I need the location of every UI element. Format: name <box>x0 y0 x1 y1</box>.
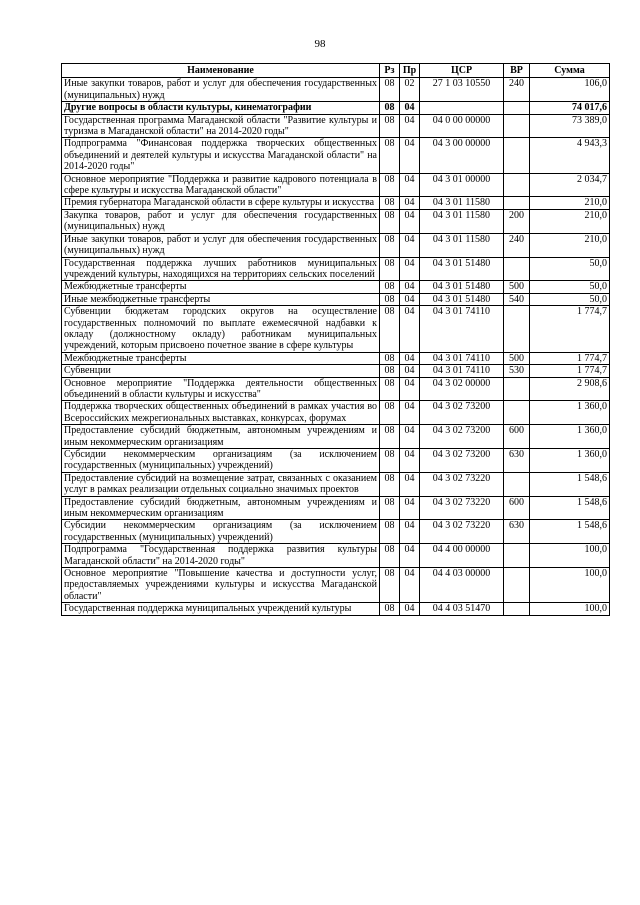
cell-vr: 540 <box>504 293 530 305</box>
cell-name: Иные закупки товаров, работ и услуг для обеспечения государственных (муниципальных) нужд <box>62 233 380 257</box>
cell-vr: 630 <box>504 449 530 473</box>
cell-vr <box>504 173 530 197</box>
cell-rz: 08 <box>380 603 400 615</box>
cell-sum: 1 360,0 <box>530 425 610 449</box>
cell-pr: 04 <box>400 352 420 364</box>
cell-csr: 04 3 01 11580 <box>420 209 504 233</box>
table-row <box>62 197 610 209</box>
cell-pr: 04 <box>400 496 420 520</box>
table-row <box>62 568 610 603</box>
cell-rz: 08 <box>380 233 400 257</box>
cell-rz: 08 <box>380 365 400 377</box>
cell-pr: 04 <box>400 544 420 568</box>
cell-csr: 04 3 01 74110 <box>420 306 504 353</box>
cell-rz: 08 <box>380 209 400 233</box>
header-csr: ЦСР <box>420 64 504 78</box>
cell-csr: 04 0 00 00000 <box>420 114 504 138</box>
cell-name: Предоставление субсидий бюджетным, автономным учреждениям и иным некоммерческим организациям <box>62 496 380 520</box>
cell-csr: 27 1 03 10550 <box>420 78 504 102</box>
cell-pr: 04 <box>400 281 420 293</box>
cell-rz: 08 <box>380 352 400 364</box>
cell-rz: 08 <box>380 377 400 401</box>
cell-pr: 04 <box>400 365 420 377</box>
cell-pr: 04 <box>400 173 420 197</box>
cell-vr <box>504 197 530 209</box>
cell-name: Подпрограмма "Финансовая поддержка творческих общественных объединений и деятелей культуры и искусства Магаданской области" на 2014-2020 годы" <box>62 138 380 173</box>
cell-rz: 08 <box>380 102 400 114</box>
cell-csr: 04 3 01 74110 <box>420 352 504 364</box>
cell-sum: 210,0 <box>530 209 610 233</box>
cell-csr: 04 3 02 73220 <box>420 496 504 520</box>
cell-name: Основное мероприятие "Поддержка деятельности общественных объединений в области культуры и искусства" <box>62 377 380 401</box>
cell-name: Основное мероприятие "Повышение качества и доступности услуг, предоставляемых учреждениями культуры и искусства Магаданской области" <box>62 568 380 603</box>
table-row <box>62 138 610 173</box>
header-sum: Сумма <box>530 64 610 78</box>
table-row <box>62 102 610 114</box>
cell-csr: 04 4 03 00000 <box>420 568 504 603</box>
cell-vr: 600 <box>504 425 530 449</box>
cell-name: Предоставление субсидий на возмещение затрат, связанных с оказанием услуг в рамках реализации отдельных социально значимых проектов <box>62 472 380 496</box>
cell-name: Иные межбюджетные трансферты <box>62 293 380 305</box>
cell-csr: 04 3 01 11580 <box>420 197 504 209</box>
cell-pr: 04 <box>400 138 420 173</box>
cell-sum: 210,0 <box>530 197 610 209</box>
cell-vr: 200 <box>504 209 530 233</box>
cell-vr: 600 <box>504 496 530 520</box>
cell-rz: 08 <box>380 544 400 568</box>
cell-vr <box>504 568 530 603</box>
cell-csr: 04 3 02 73220 <box>420 520 504 544</box>
cell-name: Иные закупки товаров, работ и услуг для обеспечения государственных (муниципальных) нужд <box>62 78 380 102</box>
cell-pr: 04 <box>400 293 420 305</box>
table-row <box>62 114 610 138</box>
cell-csr: 04 3 01 51480 <box>420 293 504 305</box>
cell-csr: 04 3 01 51480 <box>420 257 504 281</box>
cell-pr: 04 <box>400 377 420 401</box>
cell-name: Субвенции бюджетам городских округов на осуществление государственных полномочий по выплате ежемесячной надбавки к окладу (должностному окладу) работникам муниципальных учреждений, которым присвоено почетное звание в сфере культуры <box>62 306 380 353</box>
cell-name: Субсидии некоммерческим организациям (за исключением государственных (муниципальных) учреждений) <box>62 520 380 544</box>
cell-sum: 50,0 <box>530 281 610 293</box>
cell-name: Закупка товаров, работ и услуг для обеспечения государственных (муниципальных) нужд <box>62 209 380 233</box>
table-row <box>62 78 610 102</box>
cell-name: Субсидии некоммерческим организациям (за исключением государственных (муниципальных) учреждений) <box>62 449 380 473</box>
cell-vr <box>504 102 530 114</box>
cell-name: Подпрограмма "Государственная поддержка развития культуры Магаданской области" на 2014-2020 годы" <box>62 544 380 568</box>
cell-rz: 08 <box>380 472 400 496</box>
table-row <box>62 449 610 473</box>
table-row <box>62 257 610 281</box>
cell-rz: 08 <box>380 173 400 197</box>
cell-rz: 08 <box>380 449 400 473</box>
cell-pr: 04 <box>400 102 420 114</box>
table-row <box>62 293 610 305</box>
table-row <box>62 544 610 568</box>
cell-rz: 08 <box>380 257 400 281</box>
table-row <box>62 425 610 449</box>
cell-vr <box>504 544 530 568</box>
table-row <box>62 377 610 401</box>
table-row <box>62 233 610 257</box>
cell-csr: 04 3 02 73200 <box>420 401 504 425</box>
cell-name: Межбюджетные трансферты <box>62 281 380 293</box>
cell-rz: 08 <box>380 138 400 173</box>
table-row <box>62 352 610 364</box>
cell-pr: 04 <box>400 114 420 138</box>
cell-rz: 08 <box>380 306 400 353</box>
cell-sum: 1 360,0 <box>530 401 610 425</box>
cell-pr: 04 <box>400 603 420 615</box>
cell-vr: 240 <box>504 233 530 257</box>
table-row <box>62 209 610 233</box>
cell-csr: 04 3 02 73220 <box>420 472 504 496</box>
table-row <box>62 401 610 425</box>
cell-sum: 2 908,6 <box>530 377 610 401</box>
cell-sum: 2 034,7 <box>530 173 610 197</box>
cell-sum: 50,0 <box>530 257 610 281</box>
cell-csr <box>420 102 504 114</box>
cell-rz: 08 <box>380 197 400 209</box>
cell-name: Другие вопросы в области культуры, кинематографии <box>62 102 380 114</box>
header-vr: ВР <box>504 64 530 78</box>
cell-rz: 08 <box>380 425 400 449</box>
cell-vr <box>504 306 530 353</box>
cell-name: Межбюджетные трансферты <box>62 352 380 364</box>
table-row <box>62 365 610 377</box>
page-number: 98 <box>314 38 326 50</box>
cell-name: Государственная поддержка лучших работников муниципальных учреждений культуры, находящихся на территориях сельских поселений <box>62 257 380 281</box>
cell-vr: 500 <box>504 281 530 293</box>
cell-csr: 04 4 03 51470 <box>420 603 504 615</box>
cell-vr <box>504 401 530 425</box>
cell-vr <box>504 257 530 281</box>
cell-pr: 04 <box>400 197 420 209</box>
header-pr: Пр <box>400 64 420 78</box>
cell-pr: 04 <box>400 257 420 281</box>
cell-sum: 1 548,6 <box>530 472 610 496</box>
cell-vr <box>504 603 530 615</box>
cell-sum: 1 774,7 <box>530 365 610 377</box>
cell-sum: 1 360,0 <box>530 449 610 473</box>
cell-pr: 04 <box>400 449 420 473</box>
cell-sum: 100,0 <box>530 544 610 568</box>
header-name: Наименование <box>62 64 380 78</box>
cell-vr <box>504 472 530 496</box>
cell-rz: 08 <box>380 496 400 520</box>
cell-sum: 73 389,0 <box>530 114 610 138</box>
cell-pr: 04 <box>400 306 420 353</box>
cell-pr: 04 <box>400 472 420 496</box>
cell-pr: 04 <box>400 401 420 425</box>
cell-vr <box>504 138 530 173</box>
cell-sum: 4 943,3 <box>530 138 610 173</box>
cell-pr: 04 <box>400 568 420 603</box>
cell-name: Предоставление субсидий бюджетным, автономным учреждениям и иным некоммерческим организациям <box>62 425 380 449</box>
table-header-row <box>62 64 610 78</box>
cell-vr: 500 <box>504 352 530 364</box>
cell-rz: 08 <box>380 293 400 305</box>
cell-csr: 04 3 02 73200 <box>420 425 504 449</box>
cell-csr: 04 3 02 73200 <box>420 449 504 473</box>
cell-rz: 08 <box>380 568 400 603</box>
cell-rz: 08 <box>380 281 400 293</box>
cell-name: Основное мероприятие "Поддержка и развитие кадрового потенциала в сфере культуры и искусства Магаданской области" <box>62 173 380 197</box>
cell-sum: 1 548,6 <box>530 520 610 544</box>
table-row <box>62 173 610 197</box>
cell-sum: 100,0 <box>530 568 610 603</box>
cell-sum: 1 774,7 <box>530 352 610 364</box>
cell-pr: 04 <box>400 209 420 233</box>
table-row <box>62 603 610 615</box>
cell-sum: 1 548,6 <box>530 496 610 520</box>
cell-pr: 04 <box>400 425 420 449</box>
cell-sum: 50,0 <box>530 293 610 305</box>
cell-vr <box>504 377 530 401</box>
table-row <box>62 496 610 520</box>
table-row <box>62 306 610 353</box>
cell-name: Государственная программа Магаданской области "Развитие культуры и туризма в Магаданской области" на 2014-2020 годы" <box>62 114 380 138</box>
header-rz: Рз <box>380 64 400 78</box>
cell-csr: 04 4 00 00000 <box>420 544 504 568</box>
cell-sum: 74 017,6 <box>530 102 610 114</box>
table-row <box>62 520 610 544</box>
cell-csr: 04 3 02 00000 <box>420 377 504 401</box>
budget-table <box>61 63 610 616</box>
cell-name: Поддержка творческих общественных объединений в рамках участия во Всероссийских межрегиональных выставках, конкурсах, форумах <box>62 401 380 425</box>
cell-sum: 100,0 <box>530 603 610 615</box>
cell-rz: 08 <box>380 520 400 544</box>
cell-csr: 04 3 01 00000 <box>420 173 504 197</box>
cell-rz: 08 <box>380 114 400 138</box>
cell-vr: 630 <box>504 520 530 544</box>
cell-pr: 04 <box>400 520 420 544</box>
cell-vr: 530 <box>504 365 530 377</box>
cell-csr: 04 3 01 11580 <box>420 233 504 257</box>
cell-rz: 08 <box>380 78 400 102</box>
cell-name: Субвенции <box>62 365 380 377</box>
cell-vr: 240 <box>504 78 530 102</box>
cell-name: Государственная поддержка муниципальных учреждений культуры <box>62 603 380 615</box>
cell-sum: 1 774,7 <box>530 306 610 353</box>
cell-csr: 04 3 00 00000 <box>420 138 504 173</box>
cell-name: Премия губернатора Магаданской области в сфере культуры и искусства <box>62 197 380 209</box>
cell-csr: 04 3 01 74110 <box>420 365 504 377</box>
table-row <box>62 472 610 496</box>
cell-pr: 02 <box>400 78 420 102</box>
cell-pr: 04 <box>400 233 420 257</box>
cell-sum: 106,0 <box>530 78 610 102</box>
table-row <box>62 281 610 293</box>
cell-rz: 08 <box>380 401 400 425</box>
cell-vr <box>504 114 530 138</box>
cell-sum: 210,0 <box>530 233 610 257</box>
cell-csr: 04 3 01 51480 <box>420 281 504 293</box>
